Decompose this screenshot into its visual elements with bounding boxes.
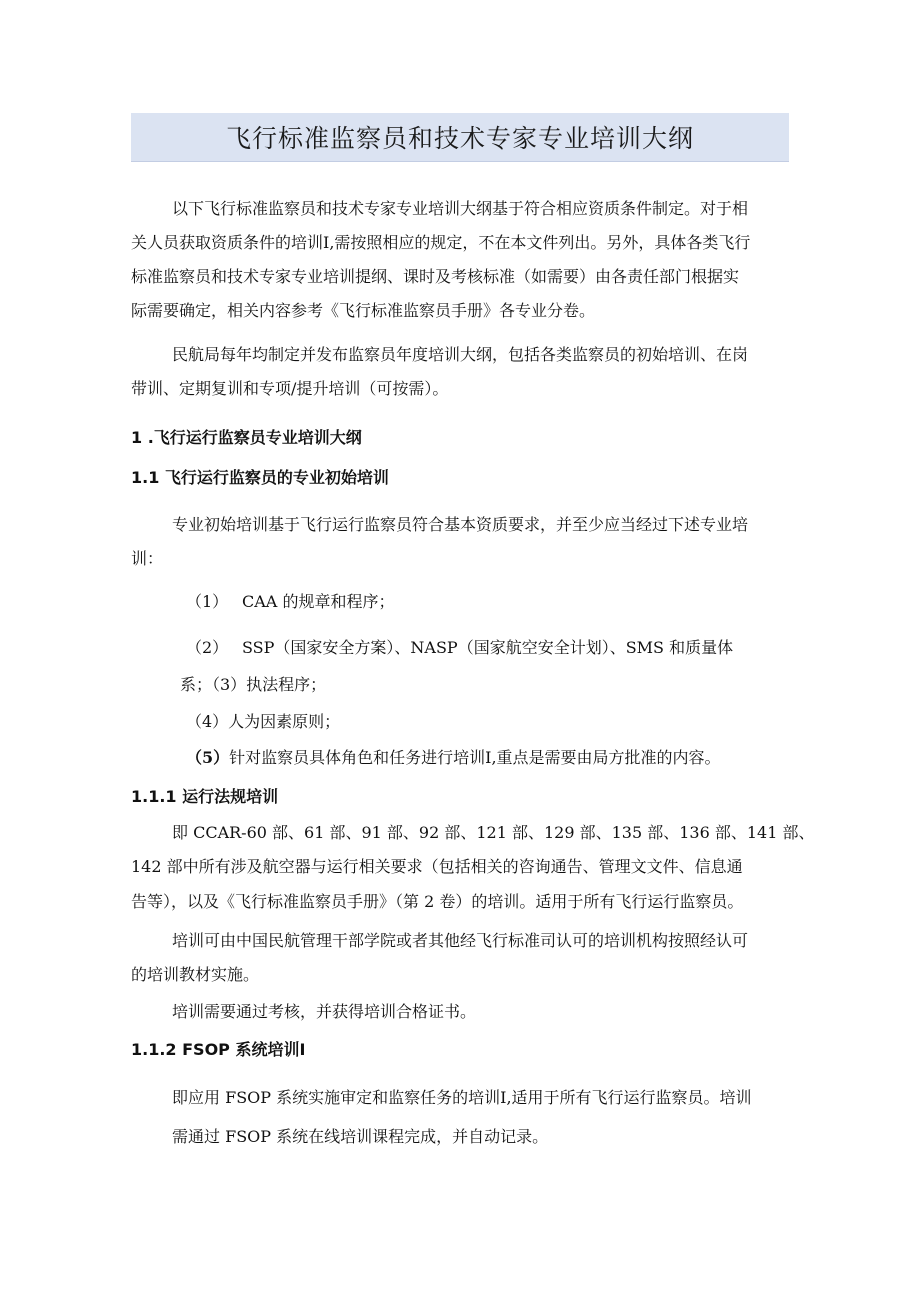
list-item-2-text: SSP（国家安全方案）、NASP（国家航空安全计划）、SMS 和质量体 xyxy=(242,638,734,657)
initial-training-line-1: 专业初始培训基于飞行运行监察员符合基本资质要求，并至少应当经过下述专业培 xyxy=(172,515,749,534)
document-title: 飞行标准监察员和技术专家专业培训大纲 xyxy=(225,124,694,153)
annual-line-2: 带训、定期复训和专项/提升培训（可按需）。 xyxy=(131,379,449,398)
list-item-4: （4）人为因素原则； xyxy=(186,712,341,731)
fsop-line-1: 即应用 FSOP 系统实施审定和监察任务的培训I,适用于所有飞行运行监察员。培训 xyxy=(172,1088,752,1107)
provider-line-1: 培训可由中国民航管理干部学院或者其他经飞行标准司认可的培训机构按照经认可 xyxy=(172,931,749,950)
list-item-2 xyxy=(186,638,733,658)
list-item-2-continuation: 系；（3）执法程序； xyxy=(180,675,327,694)
section-1-1-1-heading: 1.1.1 运行法规培训 xyxy=(131,787,279,806)
assessment-line: 培训需要通过考核，并获得培训合格证书。 xyxy=(172,1002,477,1021)
list-item-1-number: （1） xyxy=(186,592,229,611)
list-item-5-number: （5） xyxy=(186,748,230,767)
title-banner xyxy=(131,113,789,162)
regulation-line-1: 即 CCAR-60 部、61 部、91 部、92 部、121 部、129 部、135 部、136 部、141 部、 xyxy=(172,823,815,842)
intro-line-4: 际需要确定，相关内容参考《飞行标准监察员手册》各专业分卷。 xyxy=(131,301,596,320)
list-item-2-number: （2） xyxy=(186,638,229,657)
list-item-1 xyxy=(186,592,394,612)
provider-line-2: 的培训教材实施。 xyxy=(131,965,260,984)
list-item-5 xyxy=(186,748,721,768)
list-item-1-text: CAA 的规章和程序； xyxy=(242,592,395,611)
intro-line-1: 以下飞行标准监察员和技术专家专业培训大纲基于符合相应资质条件制定。对于相 xyxy=(172,199,749,218)
list-item-5-text: 针对监察员具体角色和任务进行培训I,重点是需要由局方批准的内容。 xyxy=(229,748,721,767)
fsop-line-2: 需通过 FSOP 系统在线培训课程完成，并自动记录。 xyxy=(172,1127,549,1146)
section-1-1-heading: 1.1 飞行运行监察员的专业初始培训 xyxy=(131,468,389,487)
section-1-heading: 1 .飞行运行监察员专业培训大纲 xyxy=(131,428,362,447)
regulation-line-3: 告等），以及《飞行标准监察员手册》（第 2 卷）的培训。适用于所有飞行运行监察员。 xyxy=(131,892,744,911)
regulation-line-2: 142 部中所有涉及航空器与运行相关要求（包括相关的咨询通告、管理文文件、信息通 xyxy=(131,857,743,876)
initial-training-line-2: 训： xyxy=(131,549,164,568)
annual-line-1: 民航局每年均制定并发布监察员年度培训大纲，包括各类监察员的初始培训、在岗 xyxy=(172,345,749,364)
intro-line-3: 标准监察员和技术专家专业培训提纲、课时及考核标准（如需要）由各责任部门根据实 xyxy=(131,267,740,286)
intro-line-2: 关人员获取资质条件的培训I,需按照相应的规定，不在本文件列出。另外，具体各类飞行 xyxy=(131,233,751,252)
section-1-1-2-heading: 1.1.2 FSOP 系统培训I xyxy=(131,1040,306,1059)
